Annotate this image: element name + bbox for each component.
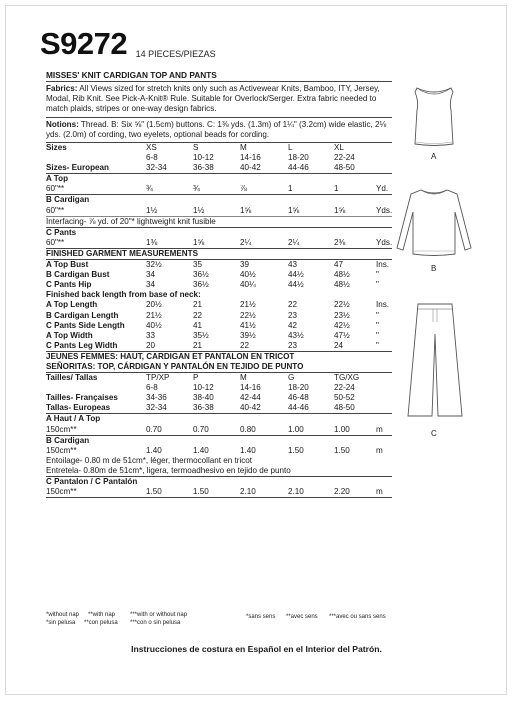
measurement-value: 43 — [288, 260, 298, 270]
measurement-row — [46, 280, 392, 290]
size-numbers-row — [46, 153, 392, 163]
c-pants-heading — [46, 228, 392, 238]
yardage-value: ⅞ — [240, 184, 247, 194]
english-title: MISSES' KNIT CARDIGAN TOP AND PANTS — [46, 70, 392, 82]
length-value: 22 — [193, 310, 203, 320]
length-value: 43½ — [288, 330, 304, 340]
a-haut-heading — [46, 414, 392, 424]
tailles-row — [46, 373, 392, 383]
yardage-unit: Yd. — [376, 184, 389, 194]
fabrics-label: Fabrics: — [46, 84, 78, 93]
back-length-label: Finished back length from base of neck: — [46, 290, 201, 300]
yardage-value: 1⅜ — [146, 237, 158, 247]
length-value: 20½ — [146, 300, 162, 310]
length-value: 22½ — [240, 310, 256, 320]
size-number: 14-16 — [240, 153, 261, 163]
size-number: 22-24 — [334, 153, 355, 163]
meters-value: 0.70 — [146, 424, 162, 434]
length-value: 22½ — [334, 300, 350, 310]
finished-title-row — [46, 249, 392, 260]
with-nap-note: **with nap — [88, 612, 116, 618]
length-row — [46, 300, 392, 310]
fabric-width: 150cm** — [46, 445, 77, 455]
taille-number: 22-24 — [334, 383, 355, 393]
european-size: 44-46 — [288, 163, 309, 173]
meters-unit: m — [376, 445, 383, 455]
with-or-without-nap-note: ***with or without nap — [130, 612, 188, 618]
c-pants-label: C Pants — [46, 227, 77, 237]
measurement-value: 36½ — [193, 280, 209, 290]
yardage-value: 2¼ — [240, 237, 252, 247]
length-row — [46, 331, 392, 341]
meters-value: 1.40 — [240, 445, 256, 455]
measurement-label: C Pants Hip — [46, 280, 92, 290]
c-pantalon-label: C Pantalon / C Pantalón — [46, 477, 138, 487]
measurement-value: 35 — [193, 260, 203, 270]
length-label: A Top Width — [46, 330, 93, 340]
europea-size: 32-34 — [146, 403, 167, 413]
taille-number: 10-12 — [193, 383, 214, 393]
francaise-size: 46-48 — [288, 393, 309, 403]
yardage-unit: Yds. — [376, 237, 393, 247]
size-code: M — [240, 143, 247, 153]
measurement-value: 34 — [146, 280, 156, 290]
meters-value: 1.40 — [146, 445, 162, 455]
fabric-width: 60"** — [46, 237, 65, 247]
meters-value: 2.10 — [288, 487, 304, 497]
finished-title: FINISHED GARMENT MEASUREMENTS — [46, 248, 198, 258]
view-c-label: C — [431, 429, 437, 438]
length-label: C Pants Side Length — [46, 320, 125, 330]
spanish-title-row — [46, 362, 392, 373]
european-label: Sizes- European — [46, 163, 109, 173]
length-value: 33 — [146, 330, 156, 340]
length-value: 41½ — [240, 320, 256, 330]
length-value: 24 — [334, 340, 344, 350]
avec-sens-note: **avec sens — [286, 614, 318, 620]
sans-sens-note: *sans sens — [246, 614, 276, 620]
con-o-sin-pelusa-note: ***con o sin pelusa — [130, 620, 181, 626]
measurement-value: 36½ — [193, 270, 209, 280]
length-value: 41 — [193, 320, 203, 330]
measurement-value: 32½ — [146, 260, 162, 270]
europeas-label: Tallas- Europeas — [46, 403, 111, 413]
yardage-value: 1 — [288, 184, 293, 194]
measurement-row — [46, 270, 392, 280]
measurement-row — [46, 260, 392, 270]
size-code: XL — [334, 143, 344, 153]
length-value: 21 — [193, 300, 203, 310]
length-value: 22 — [288, 300, 298, 310]
francaise-size: 42-44 — [240, 393, 261, 403]
size-code: L — [288, 143, 293, 153]
length-value: 23 — [288, 310, 298, 320]
length-label: B Cardigan Length — [46, 310, 119, 320]
c-pantalon-heading — [46, 477, 392, 487]
length-row — [46, 341, 392, 352]
fabrics-paragraph — [46, 82, 392, 118]
notions-paragraph — [46, 118, 392, 143]
measurement-unit: " — [376, 280, 379, 290]
europea-size: 40-42 — [240, 403, 261, 413]
european-size: 36-38 — [193, 163, 214, 173]
yardage-value: ¾ — [146, 184, 153, 194]
pattern-header — [40, 28, 216, 59]
europea-size: 48-50 — [334, 403, 355, 413]
meters-unit: m — [376, 424, 383, 434]
length-value: 21 — [193, 340, 203, 350]
c-pants-yardage-row — [46, 238, 392, 249]
fabric-width: 150cm** — [46, 487, 77, 497]
view-b-label: B — [431, 264, 437, 273]
fabrics-text: All Views sized for stretch knits only such as Activewear Knits, Bamboo, ITY, Jersey, Modal, Rib Knit. See Pick-A-Knit® Rule. Suitable for Overlock/Serger. Extra fabric needed to match plaids, stripes or one-way design fabrics. — [46, 84, 380, 114]
francaise-size: 38-40 — [193, 393, 214, 403]
french-title: JEUNES FEMMES: HAUT, CARDIGAN ET PANTALON EN TRICOT — [46, 351, 295, 361]
sizes-label: Sizes — [46, 143, 67, 153]
length-value: 39½ — [240, 330, 256, 340]
english-section — [46, 70, 392, 498]
length-unit: Ins. — [376, 300, 390, 310]
length-value: 21½ — [146, 310, 162, 320]
size-number: 6-8 — [146, 153, 158, 163]
a-haut-meters-row — [46, 425, 392, 436]
length-unit: " — [376, 340, 379, 350]
pattern-number: S9272 — [40, 26, 128, 61]
without-nap-note: *without nap — [46, 612, 80, 618]
europeas-row — [46, 403, 392, 414]
measurement-label: B Cardigan Bust — [46, 270, 110, 280]
taille-number: 14-16 — [240, 383, 261, 393]
measurement-value: 40½ — [240, 270, 256, 280]
fabric-width: 150cm** — [46, 424, 77, 434]
meters-value: 0.80 — [240, 424, 256, 434]
view-b-cardigan-illustration — [393, 188, 475, 258]
length-value: 23½ — [334, 310, 350, 320]
meters-value: 1.00 — [334, 424, 350, 434]
sizes-row — [46, 143, 392, 153]
view-a-label: A — [431, 152, 437, 161]
yardage-value: 2⅜ — [334, 237, 346, 247]
yardage-value: 1⅝ — [288, 205, 300, 215]
size-code: XS — [146, 143, 157, 153]
meters-value: 1.50 — [146, 487, 162, 497]
length-label: A Top Length — [46, 300, 98, 310]
francaises-label: Tailles- Françaises — [46, 393, 118, 403]
length-value: 23 — [288, 340, 298, 350]
length-value: 42 — [288, 320, 298, 330]
french-title-row — [46, 352, 392, 362]
measurement-label: A Top Bust — [46, 260, 89, 270]
meters-value: 1.50 — [334, 445, 350, 455]
francaise-size: 50-52 — [334, 393, 355, 403]
fabric-width: 60"** — [46, 184, 65, 194]
measurement-value: 44½ — [288, 270, 304, 280]
length-unit: " — [376, 310, 379, 320]
sin-pelusa-note: *sin pelusa — [46, 620, 76, 626]
notions-text: Thread. B: Six ⅝" (1.5cm) buttons. C: 1⅜ yds. (1.3m) of 1¼" (3.2cm) wide elastic, 2⅛ yds. (2.0m) of cording, two eyelets, optional beads for cording. — [46, 119, 387, 139]
meters-value: 1.40 — [193, 445, 209, 455]
con-pelusa-note: **con pelusa — [84, 620, 118, 626]
entoilage-row — [46, 456, 392, 466]
length-value: 22 — [240, 340, 250, 350]
fabric-width: 60"** — [46, 205, 65, 215]
measurement-value: 40¼ — [240, 280, 256, 290]
measurement-value: 48½ — [334, 280, 350, 290]
francaises-row — [46, 393, 392, 403]
entoilage-text: Entoilage- 0.80 m de 51cm*, léger, thermocollant en tricot — [46, 455, 253, 465]
taille-code: TP/XP — [146, 373, 170, 383]
view-a-top-illustration — [403, 86, 465, 148]
b-cardigan-heading — [46, 195, 392, 205]
avec-ou-sans-sens-note: ***avec ou sans sens — [329, 614, 386, 620]
length-value: 35½ — [193, 330, 209, 340]
length-row — [46, 311, 392, 321]
european-sizes-row — [46, 163, 392, 174]
european-size: 40-42 — [240, 163, 261, 173]
a-top-yardage-row — [46, 184, 392, 195]
entretela-row — [46, 466, 392, 477]
a-top-label: A Top — [46, 174, 69, 184]
measurement-value: 39 — [240, 260, 250, 270]
measurement-unit: " — [376, 270, 379, 280]
yardage-value: 1⅝ — [334, 205, 346, 215]
back-length-row — [46, 290, 392, 300]
taille-numbers-row — [46, 383, 392, 393]
b-cardigan-yardage-row — [46, 206, 392, 217]
measurement-value: 34 — [146, 270, 156, 280]
meters-value: 1.00 — [288, 424, 304, 434]
view-c-pants-illustration — [404, 300, 466, 420]
b-cardigan-fr-label: B Cardigan — [46, 435, 90, 445]
taille-code: M — [240, 373, 247, 383]
length-unit: " — [376, 330, 379, 340]
measurement-value: 44½ — [288, 280, 304, 290]
yardage-value: 1½ — [193, 205, 205, 215]
interfacing-text: Interfacing- ⅞ yd. of 20"* lightweight knit fusible — [46, 216, 216, 226]
entretela-text: Entretela- 0.80m de 51cm*, ligera, termoadhesivo en tejido de punto — [46, 465, 291, 475]
pieces-count: 14 PIECES/PIEZAS — [135, 49, 216, 59]
taille-number: 18-20 — [288, 383, 309, 393]
yardage-value: 2¼ — [288, 237, 300, 247]
yardage-value: 1⅝ — [240, 205, 252, 215]
length-value: 40½ — [146, 320, 162, 330]
interfacing-row — [46, 217, 392, 228]
length-label: C Pants Leg Width — [46, 340, 118, 350]
taille-number: 6-8 — [146, 383, 158, 393]
length-row — [46, 321, 392, 331]
length-value: 47½ — [334, 330, 350, 340]
yardage-unit: Yds. — [376, 205, 393, 215]
size-number: 18-20 — [288, 153, 309, 163]
meters-value: 1.50 — [193, 487, 209, 497]
meters-value: 0.70 — [193, 424, 209, 434]
length-value: 20 — [146, 340, 156, 350]
taille-code: G — [288, 373, 295, 383]
francaise-size: 34-36 — [146, 393, 167, 403]
meters-value: 2.10 — [240, 487, 256, 497]
spanish-instructions-note: Instrucciones de costura en Español en el Interior del Patrón. — [131, 644, 382, 654]
a-top-heading — [46, 174, 392, 184]
taille-code: TG/XG — [334, 373, 360, 383]
yardage-value: 1⅝ — [193, 237, 205, 247]
b-cardigan-label: B Cardigan — [46, 195, 90, 205]
yardage-value: 1½ — [146, 205, 158, 215]
measurement-unit: Ins. — [376, 260, 390, 270]
b-cardigan-meters-row — [46, 446, 392, 456]
length-value: 42½ — [334, 320, 350, 330]
europea-size: 44-46 — [288, 403, 309, 413]
c-pantalon-meters-row — [46, 487, 392, 498]
size-number: 10-12 — [193, 153, 214, 163]
tailles-label: Tailles/ Tallas — [46, 373, 98, 383]
europea-size: 36-38 — [193, 403, 214, 413]
length-value: 21½ — [240, 300, 256, 310]
yardage-value: 1 — [334, 184, 339, 194]
meters-value: 1.50 — [288, 445, 304, 455]
meters-unit: m — [376, 487, 383, 497]
measurement-value: 48½ — [334, 270, 350, 280]
b-cardigan-fr-heading — [46, 436, 392, 446]
european-size: 32-34 — [146, 163, 167, 173]
size-code: S — [193, 143, 199, 153]
yardage-value: ¾ — [193, 184, 200, 194]
spanish-title: SEÑORITAS: TOP, CÁRDIGAN Y PANTALÓN EN TEJIDO DE PUNTO — [46, 361, 304, 371]
meters-value: 2.20 — [334, 487, 350, 497]
measurement-value: 47 — [334, 260, 344, 270]
length-unit: " — [376, 320, 379, 330]
taille-code: P — [193, 373, 199, 383]
a-haut-label: A Haut / A Top — [46, 414, 101, 424]
notions-label: Notions: — [46, 119, 79, 129]
european-size: 48-50 — [334, 163, 355, 173]
